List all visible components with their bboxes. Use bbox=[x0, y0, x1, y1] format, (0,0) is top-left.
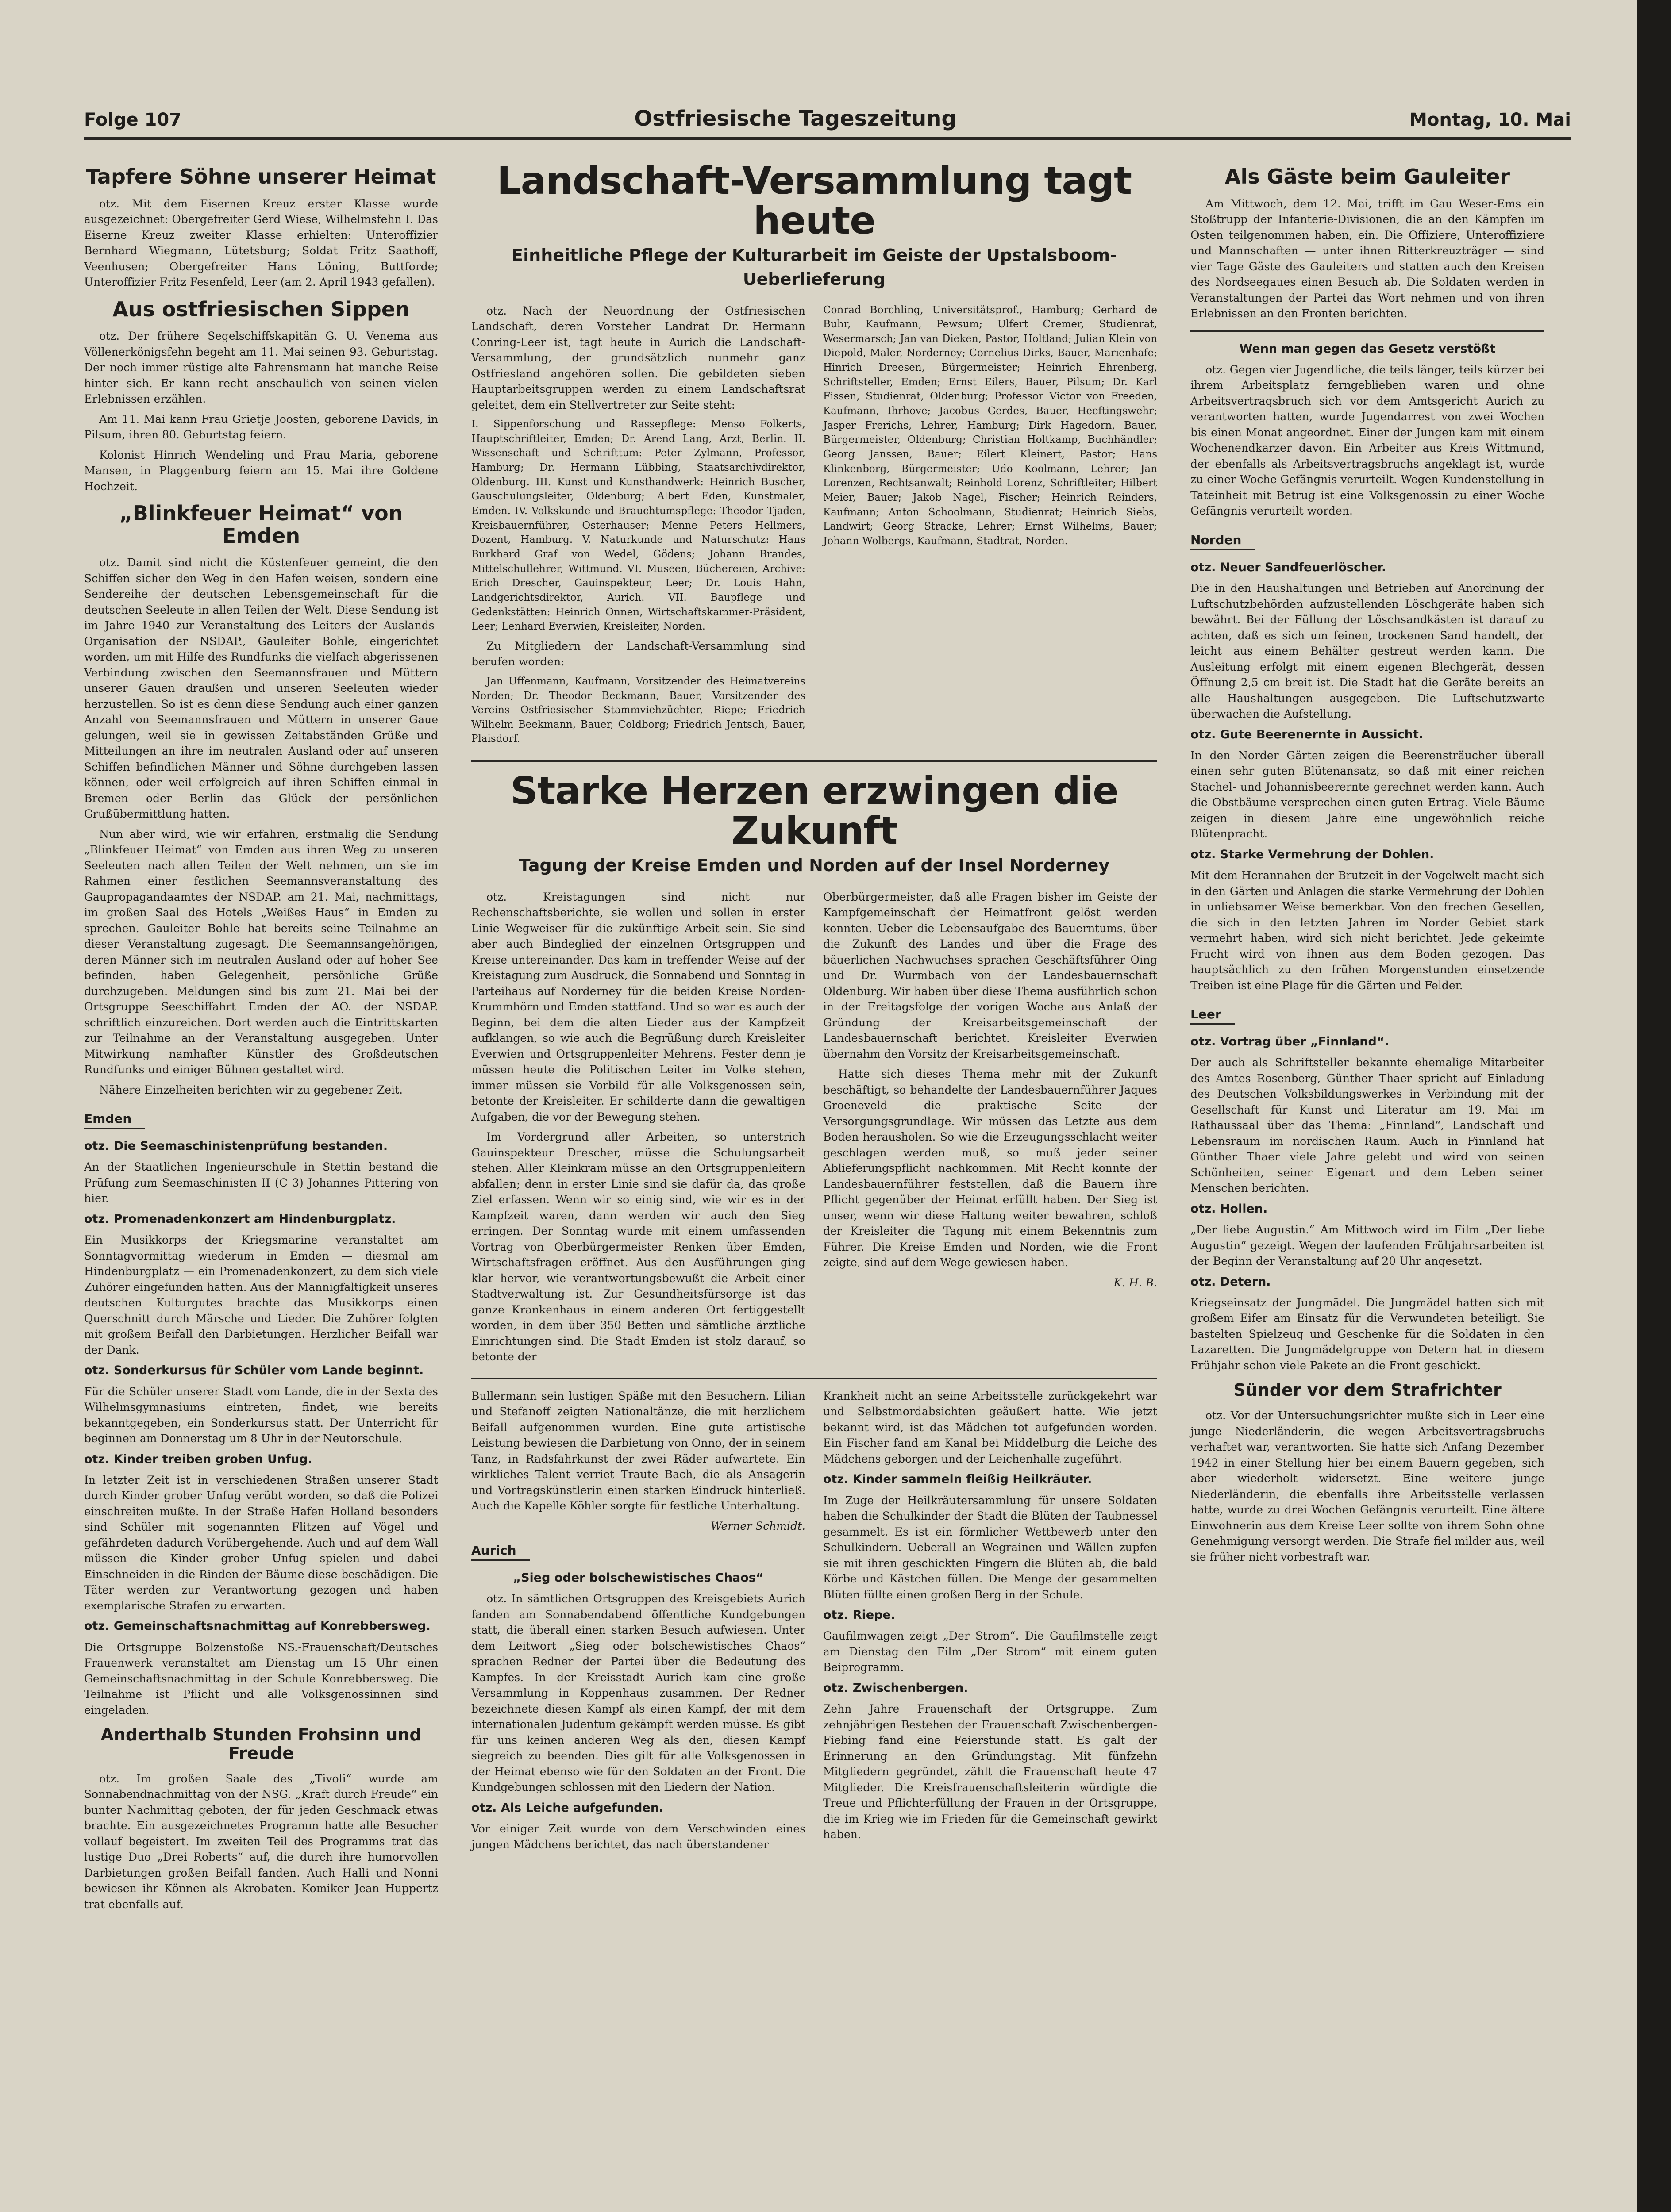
section-heading-emden: Emden bbox=[84, 1110, 145, 1129]
article-body-blinkfeuer-3: Nähere Einzelheiten berichten wir zu gegebener Zeit. bbox=[99, 1083, 403, 1096]
landschaft-groups: I. Sippenforschung und Rassepflege: Menso Folkerts, Hauptschriftleiter, Emden; Dr. Arend Lang, Arzt, Berlin. II. Wissenschaft und Schrifttum: Peter Zylmann, Professor, Hamburg; Dr. Hermann Lübbing, Staatsarchivdirektor, Oldenburg. III. Kunst und Kunsthandwerk: Heinrich Buscher, Gauschulungsleiter, Oldenburg; Albert Eden, Kunstmaler, Emden. IV. Volkskunde und Brauchtumspflege: Theodor Tjaden, Kreisbauernführer, Osterhauser; Menne Peters Hellmers, Dozent, Hamburg. V. Naturkunde und Naturschutz: Hans Burkhard Graf von Wedel, Gödens; Johann Brandes, Mittelschullehrer, Wittmund. VI. Museen, Büchereien, Archive: Erich Drescher, Gauinspekteur, Leer; Dr. Louis Hahn, Landgerichtsdirektor, Aurich. VII. Baupflege und Gedenkstätten: Heinrich Onnen, Wirtschaftskammer-Präsident, Leer; Lenhard Everwien, Kreisleiter, Norden. bbox=[471, 419, 805, 633]
section-heading-leer: Leer bbox=[1190, 1006, 1235, 1025]
news-head-gemeinschaftsnachmittag: otz. Gemeinschaftsnachmittag auf Konrebbersweg. bbox=[84, 1619, 431, 1633]
news-body-finnland: Der auch als Schriftsteller bekannte ehemalige Mitarbeiter des Amtes Rosenberg, Günther Thaer spricht auf Einladung des Deutschen Volksbildungswerkes in Verbindung mit der Gesellschaft für Kunst und Literatur am 19. Mai im Rathaussaal über das Thema: „Finnland“, Landschaft und Lebensraum im nordischen Raum. Auch in Finnland hat Günther Thaer viele Jahre gelebt und wird von seinen Schönheiten, seiner Eigenart und dem Leben seiner Menschen berichten. bbox=[1190, 1056, 1544, 1195]
news-body-sandfeuerloescher: Die in den Haushaltungen und Betrieben auf Anordnung der Luftschutzbehörden aufzustellenden Löschgeräte haben sich bewährt. Bei der Füllung der Löschsandkästen ist darauf zu achten, daß es sich um feinen, trockenen Sand handelt, der leicht aus einem Behälter gestreut werden kann. Die Ausleitung erfolgt mit einem eigenen Blechgerät, dessen Öffnung 2,5 cm breit ist. Die Stadt hat die Geräte bereits an alle Haushaltungen ausgegeben. Die Luftschutzwarte überwachen die Aufstellung. bbox=[1190, 582, 1544, 720]
news-head-kinder-unfug: otz. Kinder treiben groben Unfug. bbox=[84, 1452, 312, 1466]
section-heading-norden: Norden bbox=[1190, 531, 1255, 550]
frohsinn-signature: Werner Schmidt. bbox=[710, 1519, 805, 1532]
news-body-promenadenkonzert: Ein Musikkorps der Kriegsmarine veranstaltet am Sonntagvormittag wiederum in Emden — diesmal am Hindenburgplatz — ein Promenadenkonzert, zu dem sich viele Zuhörer eingefunden hatten. Aus der Mannigfaltigkeit unseres deutschen Kulturgutes brachte das Musikkorps einen Querschnitt durch Märsche und Lieder. Die Zuhörer folgten mit großem Beifall den Darbietungen. Herzlicher Beifall war der Dank. bbox=[84, 1233, 438, 1356]
news-head-beerenernte: otz. Gute Beerenernte in Aussicht. bbox=[1190, 727, 1424, 741]
landschaft-members-list: Conrad Borchling, Universitätsprof., Hamburg; Gerhard de Buhr, Kaufmann, Pewsum; Ulfert Cremer, Studienrat, Wesermarsch; Jan van Dieken, Pastor, Holtland; Julian Klein von Diepold, Maler, Norderney; Cornelius Dirks, Bauer, Marienhafe; Hinrich Dreesen, Bürgermeister; Heinrich Ehrenberg, Schriftsteller, Emden; Ernst Eilers, Bauer, Pilsum; Dr. Karl Fissen, Studienrat, Oldenburg; Professor Victor von Freeden, Kaufmann, Ihrhove; Jacobus Gerdes, Bauer, Heeftingswehr; Jasper Frerichs, Lehrer, Hamburg; Dirk Hagedorn, Bauer, Bürgermeister, Oldenburg; Christian Holtkamp, Buchhändler; Georg Janssen, Bauer; Eilert Kleinert, Pastor; Hans Klinkenborg, Bürgermeister; Udo Koolmann, Lehrer; Jan Lorenzen, Rechtsanwalt; Reinhold Lorenz, Schriftleiter; Hilbert Meier, Bauer; Jakob Nagel, Fischer; Heinrich Reinders, Kaufmann; Anton Schoolmann, Studienrat; Heinrich Siebs, Landwirt; Georg Stracke, Lehrer; Ernst Wilhelms, Bauer; Johann Wolbergs, Kaufmann, Stadtrat, Norden. bbox=[823, 304, 1157, 547]
news-body-zwischenbergen: Zehn Jahre Frauenschaft der Ortsgruppe. Zum zehnjährigen Bestehen der Frauenschaft Zwischenbergen-Fiebing fand eine Feierstunde statt. Es galt der Erinnerung an den Gründungstag. Mit fünfzehn Mitgliedern gegründet, zählt die Frauenschaft heute 47 Mitglieder. Die Kreisfrauenschaftsleiterin würdigte die Treue und Pflichterfüllung der Frauen in der Ortsgruppe, die im Krieg wie im Frieden für die Gemeinschaft gewirkt haben. bbox=[823, 1702, 1157, 1841]
news-body-riepe: Gaufilmwagen zeigt „Der Strom“. Die Gaufilmstelle zeigt am Dienstag den Film „Der Strom“ mit einem guten Beiprogramm. bbox=[823, 1629, 1157, 1674]
news-head-seemaschinisten: otz. Die Seemaschinistenprüfung bestanden. bbox=[84, 1139, 388, 1153]
news-head-dohlen: otz. Starke Vermehrung der Dohlen. bbox=[1190, 847, 1434, 861]
news-body-kinder-unfug: In letzter Zeit ist in verschiedenen Straßen unserer Stadt durch Kinder grober Unfug verübt worden, so daß die Polizei einschreiten mußte. In der Straße Hafen Holland besonders sind Schüler mit sogenannten Flitzen auf Vögel und gefährdeten dadurch Vorübergehende. Auch und auf dem Wall müssen die Kinder grober Unfug spielen und dabei Einschneiden in die Rinden der Bäume diese beschädigen. Die Täter werden zur Verantwortung gezogen und haben exemplarische Strafen zu erwarten. bbox=[84, 1473, 438, 1612]
divider bbox=[471, 1378, 1157, 1379]
starke-herzen-left bbox=[471, 889, 805, 1369]
section-heading-aurich: Aurich bbox=[471, 1542, 530, 1561]
right-column bbox=[1190, 157, 1544, 1916]
landschaft-left bbox=[471, 303, 805, 751]
news-head-detern: otz. Detern. bbox=[1190, 1275, 1271, 1289]
starke-herzen-right bbox=[823, 889, 1157, 1369]
news-body-dohlen: Mit dem Herannahen der Brutzeit in der Vogelwelt macht sich in den Gärten und Anlagen die starke Vermehrung der Dohlen in unliebsamer Weise bemerkbar. Von den frechen Gesellen, die sich in den letzten Jahren im Norder Gebiet stark vermehrt haben, wird sich nicht berichtet. Jede gekeimte Frucht wird von ihnen aus dem Boden gezogen. Das hauptsächlich zu den frühen Morgenstunden einsetzende Treiben ist eine Plage für die Gärten und Felder. bbox=[1190, 869, 1544, 992]
news-body-sieg-oder-chaos: otz. In sämtlichen Ortsgruppen des Kreisgebiets Aurich fanden am Sonnabendabend öffentliche Kundgebungen statt, die überall einen starken Besuch aufwiesen. Unter dem Leitwort „Sieg oder bolschewistisches Chaos“ sprachen Redner der Partei über die Bedeutung des Kampfes. In der Kreisstadt Aurich kam eine große Versammlung in Koppenhaus zusammen. Der Redner bezeichnete diesen Kampf als einen Kampf, der mit dem internationalen Judentum gekämpft werden müsse. Es gibt für uns keinen anderen Weg als den, diesen Kampf siegreich zu beenden. Dies gilt für alle Volksgenossen in der Heimat ebenso wie für den Soldaten an der Front. Die Kundgebungen schlossen mit den Liedern der Nation. bbox=[471, 1592, 805, 1794]
landschaft-members-intro: Zu Mitgliedern der Landschaft-Versammlung sind berufen worden: bbox=[471, 639, 805, 668]
divider bbox=[1190, 330, 1544, 332]
middle-column bbox=[471, 157, 1157, 1916]
article-title-strafrichter: Sünder vor dem Strafrichter bbox=[1233, 1380, 1502, 1400]
article-body-sippen-3: Kolonist Hinrich Wendeling und Frau Maria, geborene Mansen, in Plaggenburg feiern am 15. Mai ihre Goldene Hochzeit. bbox=[84, 448, 438, 493]
headline-starke-herzen: Starke Herzen erzwingen die Zukunft bbox=[510, 769, 1118, 853]
lower-middle-right bbox=[823, 1388, 1157, 1857]
news-head-finnland: otz. Vortrag über „Finnland“. bbox=[1190, 1034, 1389, 1048]
starke-herzen-body-2: Im Vordergrund aller Arbeiten, so unterstrich Gauinspekteur Drescher, müsse die Schulungsarbeit stehen. Aller Kleinkram müsse an den Ortsgruppenleitern abfallen; denn in erster Linie sind sie dafür da, das große Ziel erfassen. Wenn wir so einig sind, wie wir es in der Kampfzeit waren, dann werden wir auch den Sieg erringen. Der Sonntag wurde mit einem umfassenden Vortrag von Oberbürgermeister Renken über Emden, Wirtschaftsfragen eröffnet. Aus den Ausführungen ging klar hervor, wie verantwortungsbewußt die Arbeit einer Stadtverwaltung ist. Zur Gesundheitsfürsorge ist das ganze Krankenhaus in einem anderen Ort fertiggestellt worden, in dem über 350 Betten und sämtliche ärztliche Einrichtungen sind. Die Stadt Emden ist stolz darauf, so betonte der bbox=[471, 1130, 805, 1363]
news-head-riepe: otz. Riepe. bbox=[823, 1608, 896, 1622]
deck-landschaft-versammlung: Einheitliche Pflege der Kulturarbeit im Geiste der Upstalsboom-Ueberlieferung bbox=[512, 245, 1117, 289]
article-title-gauleiter: Als Gäste beim Gauleiter bbox=[1224, 165, 1510, 188]
news-head-hollen: otz. Hollen. bbox=[1190, 1202, 1268, 1216]
news-head-promenadenkonzert: otz. Promenadenkonzert am Hindenburgplatz. bbox=[84, 1212, 396, 1226]
news-head-leiche: otz. Als Leiche aufgefunden. bbox=[471, 1801, 664, 1815]
article-body-strafrichter: otz. Vor der Untersuchungsrichter mußte sich in Leer eine junge Niederländerin, die wegen Arbeitsvertragsbruchs verhaftet war, verantworten. Sie hatte sich Anfang Dezember 1942 in einer Stellung hier bei einem Bauern gegeben, sich aber wiederholt widersetzt. Eine weitere junge Niederländerin, die ebenfalls ihre Arbeitsstelle verlassen hatte, wurde zu drei Wochen Gefängnis verurteilt. Eine ältere Einwohnerin aus dem Kreise Leer sollte von ihrem Sohn ohne Genehmigung versorgt werden. Die Strafe fiel milder aus, weil sie früher nicht vorbestraft war. bbox=[1190, 1409, 1544, 1563]
article-title-gesetz: Wenn man gegen das Gesetz verstößt bbox=[1239, 342, 1496, 356]
landschaft-intro: otz. Nach der Neuordnung der Ostfriesischen Landschaft, deren Vorsteher Landrat Dr. Hermann Conring-Leer ist, tagt heute in Aurich die Landschaft-Versammlung, der grundsätzlich nunmehr ganz Ostfriesland angehören sollen. Die gebildeten sieben Hauptarbeitsgruppen werden zu einem Landschaftsrat geleitet, dem ein Stellvertreter zur Seite steht: bbox=[471, 304, 805, 411]
scan-border bbox=[1637, 0, 1671, 2212]
news-head-zwischenbergen: otz. Zwischenbergen. bbox=[823, 1681, 968, 1695]
lower-middle-block bbox=[471, 1388, 1157, 1857]
article-title-frohsinn: Anderthalb Stunden Frohsinn und Freude bbox=[100, 1725, 422, 1763]
article-body-gesetz: otz. Gegen vier Jugendliche, die teils länger, teils kürzer bei ihrem Arbeitsplatz ferngeblieben waren und ohne Arbeitsvertragsbruch sich vor dem Amtsgericht Aurich zu verantworten hatten, wurde Jugendarrest von zwei Wochen bis einen Monat angeordnet. Einer der Jungen kam mit einem Wochenendkarzer davon. Ein Arbeiter aus Kreis Wittmund, der ebenfalls als Arbeitsvertragsbruchs angeklagt ist, wurde zu einer Woche Gefängnis verurteilt. Wegen Kundenstellung in Tateinheit mit Betrug ist eine Volksgenossin zu einer Woche Gefängnis verurteilt worden. bbox=[1190, 363, 1544, 518]
news-body-gemeinschaftsnachmittag: Die Ortsgruppe Bolzenstoße NS.-Frauenschaft/Deutsches Frauenwerk veranstaltet am Dienstag um 15 Uhr einen Gemeinschaftsnachmittag in der Schule Konrebbersweg. Die Teilnahme ist Pflicht und alle Volksgenossinnen sind eingeladen. bbox=[84, 1640, 438, 1717]
article-body-blinkfeuer-1: otz. Damit sind nicht die Küstenfeuer gemeint, die den Schiffen sicher den Weg in den Hafen weisen, sondern eine Sendereihe der deutschen Lebensgemeinschaft für die deutschen Seeleute in allen Teilen der Welt. Diese Sendung ist im Jahre 1940 zur Veranstaltung des Leiters der Auslands-Organisation der NSDAP., Gauleiter Bohle, eingerichtet worden, um mit Hilfe des Rundfunks die vielfach abgerissenen Verbindung zwischen den Seemannsfrauen und Müttern unserer Gauen draußen und unseren Seeleuten wieder herzustellen. So ist es denn diese Sendung auch einer ganzen Anzahl von Seemannsfrauen und Müttern in unserer Gaue gelungen, weil sie in gewissen Zeitabständen Grüße und Mitteilungen an ihre im neutralen Ausland oder auf unseren Schiffen befindlichen Männer und Söhne durchgeben lassen können, oder weil erfolgreich auf ihren Schiffen einmal in Bremen oder Berlin das Glück der persönlichen Grußübermittlung hatten. bbox=[84, 556, 438, 821]
news-body-heilkraeuter: Im Zuge der Heilkräutersammlung für unsere Soldaten haben die Schulkinder der Stadt die Blüten der Taubnessel gesammelt. Es ist ein förmlicher Wettbewerb unter den Schulkindern. Ueberall an Wegrainen und Wällen zupfen sie mit ihren geschickten Fingern die Blüten ab, die bald Körbe und Kästchen füllen. Die Menge der gesammelten Blüten füllte einen großen Berg in der Schule. bbox=[823, 1494, 1157, 1601]
landschaft-members: Jan Uffenmann, Kaufmann, Vorsitzender des Heimatvereins Norden; Dr. Theodor Beckmann, Bauer, Vorsitzender des Vereins Ostfriesischer Stammviehzüchter, Riepe; Friedrich Wilhelm Beekmann, Bauer, Coldborg; Friedrich Jentsch, Bauer, Plaisdorf. bbox=[471, 675, 805, 745]
article-body-tapfere-soehne: otz. Mit dem Eisernen Kreuz erster Klasse wurde ausgezeichnet: Obergefreiter Gerd Wiese, Wilhelmsfehn I. Das Eiserne Kreuz zweiter Klasse erhielten: Unteroffizier Bernhard Wiegmann, Lütetsburg; Soldat Fritz Saathoff, Veenhusen; Obergefreiter Hans Löning, Buttforde; Unteroffizier Fritz Fesenfeld, Leer (am 2. April 1943 gefallen). bbox=[84, 197, 438, 289]
left-column bbox=[84, 157, 438, 1916]
starke-herzen-article bbox=[471, 889, 1157, 1369]
article-body-frohsinn: otz. Im großen Saale des „Tivoli“ wurde am Sonnabendnachmittag von der NSG. „Kraft durch Freude“ ein bunter Nachmittag geboten, der für jeden Geschmack etwas brachte. Ein ausgezeichnetes Programm hatte alle Besucher vollauf begeistert. Im zweiten Teil des Programms trat das lustige Duo „Drei Roberts“ auf, die durch ihre humorvollen Darbietungen großen Beifall fanden. Auch Halli und Nonni bewiesen ihr Können als Akrobaten. Komiker Jean Huppertz trat ebenfalls auf. bbox=[84, 1772, 438, 1911]
landschaft-right bbox=[823, 303, 1157, 751]
news-body-seemaschinisten: An der Staatlichen Ingenieurschule in Stettin bestand die Prüfung zum Seemaschinisten II (C 3) Johannes Pittering von hier. bbox=[84, 1160, 438, 1205]
news-body-hollen: „Der liebe Augustin.“ Am Mittwoch wird im Film „Der liebe Augustin“ gezeigt. Wegen der laufenden Frühjahrsarbeiten ist der Beginn der Veranstaltung auf 20 Uhr angesetzt. bbox=[1190, 1223, 1544, 1268]
landschaft-article bbox=[471, 303, 1157, 751]
starke-herzen-body-1: otz. Kreistagungen sind nicht nur Rechenschaftsberichte, sie wollen und sollen in erster Linie Wegweiser für die zukünftige Arbeit sein. Sie sind aber auch Bindeglied der einzelnen Ortsgruppen und Kreise untereinander. Das kam in treffender Weise auf der Kreistagung zum Ausdruck, die Sonnabend und Sonntag in Parteihaus auf Norderney für die beiden Kreise Norden-Krummhörn und Emden stattfand. Und so war es auch der Beginn, bei dem die alten Lieder aus der Kampfzeit aufklangen, so wie auch die Begrüßung durch Kreisleiter Everwien und Ortsgruppenleiter Mehrens. Fester denn je müssen heute die Politischen Leiter im Volke stehen, immer müssen sie Vorbild für alle Volksgenossen sein, betonte der Kreisleiter. Er schilderte dann die gewaltigen Aufgaben, die vor der Bewegung stehen. bbox=[471, 890, 805, 1123]
leiche-continuation: Krankheit nicht an seine Arbeitsstelle zurückgekehrt war und Selbstmordabsichten geäußert hatte. Wie jetzt bekannt wird, ist das Mädchen tot aufgefunden worden. Ein Fischer fand am Kanal bei Middelburg die Leiche des Mädchens geborgen und der Leichenhalle zugeführt. bbox=[823, 1389, 1157, 1465]
deck-starke-herzen: Tagung der Kreise Emden und Norden auf der Insel Norderney bbox=[519, 855, 1110, 875]
news-head-sandfeuerloescher: otz. Neuer Sandfeuerlöscher. bbox=[1190, 560, 1386, 574]
news-body-leiche: Vor einiger Zeit wurde von dem Verschwinden eines jungen Mädchens berichtet, das nach überstandener bbox=[471, 1822, 805, 1851]
article-body-gauleiter: Am Mittwoch, dem 12. Mai, trifft im Gau Weser-Ems ein Stoßtrupp der Infanterie-Divisionen, die an den Kämpfen im Osten teilgenommen haben, ein. Die Offiziere, Unteroffiziere und Mannschaften — unter ihnen Ritterkreuzträger — sind vier Tage Gäste des Gauleiters und statten auch den Kreisen des Nordseegaues einen Besuch ab. Die Soldaten werden in Veranstaltungen der Partei das Wort nehmen und von ihren Erlebnissen an den Fronten berichten. bbox=[1190, 197, 1544, 320]
article-title-sippen: Aus ostfriesischen Sippen bbox=[112, 297, 410, 321]
page-columns bbox=[84, 157, 1571, 1916]
article-title-blinkfeuer: „Blinkfeuer Heimat“ von Emden bbox=[119, 501, 403, 548]
newspaper-title: Ostfriesische Tageszeitung bbox=[634, 106, 957, 131]
issue-date: Montag, 10. Mai bbox=[1409, 110, 1571, 130]
starke-herzen-body-3: Oberbürgermeister, daß alle Fragen bisher im Geiste der Kampfgemeinschaft der Heimatfront gelöst werden konnten. Ueber die Lebensaufgabe des Bauerntums, über die Zukunft des Landes und über die Frage des bäuerlichen Nachwuchses sprachen Geschäftsführer Oing und Dr. Wurmbach von der Landesbauernschaft Oldenburg. Wir haben über diese Thema ausführlich schon in der Freitagsfolge der vorigen Woche aus Anlaß der Gründung der Kreisarbeitsgemeinschaft der Landesbauernschaft berichtet. Kreisleiter Everwien übernahm den Vorsitz der Kreisarbeitsgemeinschaft. bbox=[823, 890, 1157, 1060]
news-head-heilkraeuter: otz. Kinder sammeln fleißig Heilkräuter. bbox=[823, 1472, 1092, 1486]
news-body-beerenernte: In den Norder Gärten zeigen die Beerensträucher überall einen sehr guten Blütenansatz, so daß mit einer reichen Stachel- und Johannisbeerernte gerechnet werden kann. Auch die Obstbäume versprechen einen guten Ertrag. Viele Bäume zeigen in diesem Jahre eine ungewöhnlich reiche Blütenpracht. bbox=[1190, 749, 1544, 841]
headline-landschaft-versammlung: Landschaft-Versammlung tagt heute bbox=[497, 159, 1132, 243]
news-head-sieg-oder-chaos: „Sieg oder bolschewistisches Chaos“ bbox=[513, 1571, 764, 1585]
starke-herzen-body-4: Hatte sich dieses Thema mehr mit der Zukunft beschäftigt, so behandelte der Landesbauernführer Jaques Groeneveld die praktische Seite der Versorgungsgrundlage. Wir müssen das Letzte aus dem Boden herausholen. So wie die Erzeugungsschlacht weiter geschlagen werden muß, so muß jeder seiner Ablieferungspflicht nachkommen. Mit Recht konnte der Landesbauernführer feststellen, daß die Bauern ihre Pflicht gegenüber der Heimat erfüllt haben. Der Sieg ist unser, wenn wir diese Haltung weiter bewahren, schloß der Kreisleiter die Tagung mit einem Bekenntnis zum Führer. Die Kreise Emden und Norden, wie die Front zeigte, sind auf dem Wege gewiesen haben. bbox=[823, 1068, 1157, 1269]
masthead bbox=[84, 106, 1571, 140]
lower-middle-left bbox=[471, 1388, 805, 1857]
starke-herzen-signature: K. H. B. bbox=[1113, 1276, 1157, 1289]
issue-number: Folge 107 bbox=[84, 110, 182, 130]
article-title-tapfere-soehne: Tapfere Söhne unserer Heimat bbox=[86, 165, 436, 188]
news-body-detern: Kriegseinsatz der Jungmädel. Die Jungmädel hatten sich mit großem Eifer am Einsatz für die Verwundeten beteiligt. Sie bastelten Spielzeug und Geschenke für die Soldaten in den Lazaretten. Die Jungmädelgruppe von Detern hat in diesem Frühjahr schon viele Pakete an die Front geschickt. bbox=[1190, 1296, 1544, 1372]
news-head-sonderkursus: otz. Sonderkursus für Schüler vom Lande beginnt. bbox=[84, 1363, 424, 1378]
article-body-sippen-1: otz. Der frühere Segelschiffskapitän G. U. Venema aus Völlenerkönigsfehn begeht am 11. Mai seinen 93. Geburtstag. Der noch immer rüstige alte Fahrensmann hat manche Reise hinter sich. Er kann recht anschaulich von seinen vielen Erlebnissen erzählen. bbox=[84, 330, 438, 406]
frohsinn-continuation: Bullermann sein lustigen Späße mit den Besuchern. Lilian und Stefanoff zeigten Nationaltänze, die mit herzlichem Beifall aufgenommen wurden. Eine gute artistische Leistung bewiesen die Darbietung von Onno, der in seinem Tanz, in Radsfahrkunst der zwei Räder aufwartete. Ein wirkliches Talent verriet Traute Bach, die als Ansagerin und Vortragskünstlerin einen starken Eindruck hinterließ. Auch die Kapelle Köhler sorgte für festliche Unterhaltung. bbox=[471, 1389, 805, 1513]
divider bbox=[471, 760, 1157, 762]
article-body-sippen-2: Am 11. Mai kann Frau Grietje Joosten, geborene Davids, in Pilsum, ihren 80. Geburtstag feiern. bbox=[84, 412, 438, 442]
article-body-blinkfeuer-2: Nun aber wird, wie wir erfahren, erstmalig die Sendung „Blinkfeuer Heimat“ von Emden aus ihren Weg zu unseren Seeleuten nach allen Teilen der Welt nehmen, um sie im Rahmen einer festlichen Seemannsveranstaltung des Gaupropagandaamtes der NSDAP. am 21. Mai, nachmittags, im großen Saal des Hotels „Weißes Haus“ in Emden zu sprechen. Gauleiter Bohle hat bereits seine Teilnahme an dieser Veranstaltung zugesagt. Die Seemannsangehörigen, deren Männer sich im neutralen Ausland oder auf hoher See befinden, haben Gelegenheit, persönliche Grüße durchzugeben. Meldungen sind bis zum 21. Mai bei der Ortsgruppe Seeschiffahrt Emden der AO. der NSDAP. schriftlich einzureichen. Dort werden auch die Eintrittskarten zur Teilnahme an der Veranstaltung ausgegeben. Unter Mitwirkung namhafter Künstler des Großdeutschen Rundfunks und einiger Bühnen gestaltet wird. bbox=[84, 827, 438, 1076]
news-body-sonderkursus: Für die Schüler unserer Stadt vom Lande, die in der Sexta des Wilhelmsgymnasiums eintreten, findet, wie bereits bekanntgegeben, ein Sonderkursus statt. Der Unterricht für beginnen am Donnerstag um 8 Uhr in der Neutorschule. bbox=[84, 1385, 438, 1445]
